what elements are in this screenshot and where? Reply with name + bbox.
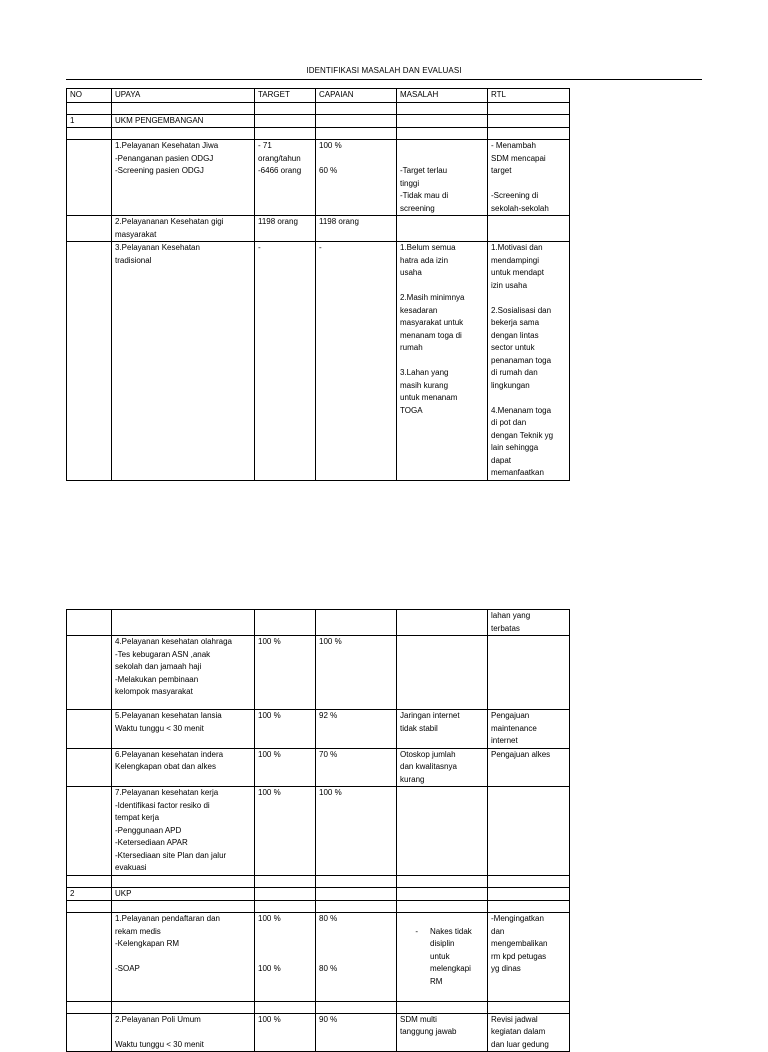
masalah-cell bbox=[397, 216, 488, 242]
upaya-cell: 2.Pelayananan Kesehatan gigi masyarakat bbox=[112, 216, 255, 242]
header-masalah: MASALAH bbox=[397, 89, 488, 103]
upaya-cell: 3.Pelayanan Kesehatan tradisional bbox=[112, 242, 255, 481]
evaluation-table-part-1 bbox=[66, 88, 570, 481]
bullet-dash: - bbox=[415, 926, 418, 936]
capaian-cell: 100 % 60 % bbox=[316, 140, 397, 216]
blank-row bbox=[67, 901, 570, 913]
upaya-cell: 4.Pelayanan kesehatan olahraga -Tes kebugaran ASN ,anak sekolah dan jamaah haji -Melakukan pembinaan kelompok masyarakat bbox=[112, 636, 255, 710]
section-label: UKP bbox=[112, 887, 255, 901]
upaya-cell: 1.Pelayanan pendaftaran dan rekam medis -Kelengkapan RM -SOAP bbox=[112, 913, 255, 1002]
masalah-cell: Otoskop jumlah dan kwalitasnya kurang bbox=[397, 748, 488, 787]
header-rtl: RTL bbox=[488, 89, 570, 103]
rtl-cell: - Menambah SDM mencapai target -Screening di sekolah-sekolah bbox=[488, 140, 570, 216]
table-row bbox=[67, 140, 570, 216]
masalah-cell bbox=[397, 913, 488, 1002]
masalah-cell: SDM multi tanggung jawab bbox=[397, 1013, 488, 1052]
capaian-cell: 100 % bbox=[316, 787, 397, 876]
upaya-cell: 5.Pelayanan kesehatan lansia Waktu tunggu < 30 menit bbox=[112, 710, 255, 749]
section-label: UKM PENGEMBANGAN bbox=[112, 114, 255, 128]
table-row bbox=[67, 242, 570, 481]
header-target: TARGET bbox=[255, 89, 316, 103]
upaya-cell: 6.Pelayanan kesehatan indera Kelengkapan obat dan alkes bbox=[112, 748, 255, 787]
capaian-cell: 90 % bbox=[316, 1013, 397, 1052]
target-cell: 100 % bbox=[255, 636, 316, 710]
evaluation-table-part-2 bbox=[66, 609, 570, 1052]
capaian-cell: 1198 orang bbox=[316, 216, 397, 242]
section-row bbox=[67, 114, 570, 128]
table-row bbox=[67, 748, 570, 787]
masalah-cell: Jaringan internet tidak stabil bbox=[397, 710, 488, 749]
capaian-cell: 100 % bbox=[316, 636, 397, 710]
target-cell: 100 % bbox=[255, 748, 316, 787]
upaya-cell: 1.Pelayanan Kesehatan Jiwa -Penanganan pasien ODGJ -Screening pasien ODGJ bbox=[112, 140, 255, 216]
table-row bbox=[67, 913, 570, 1002]
capaian-cell: 80 % 80 % bbox=[316, 913, 397, 1002]
continuation-row bbox=[67, 610, 570, 636]
title-divider bbox=[66, 79, 702, 80]
section-number: 2 bbox=[67, 887, 112, 901]
rtl-cell: Pengajuan alkes bbox=[488, 748, 570, 787]
capaian-cell: - bbox=[316, 242, 397, 481]
rtl-cell: Revisi jadwal kegiatan dalam dan luar gedung bbox=[488, 1013, 570, 1052]
blank-row bbox=[67, 1001, 570, 1013]
table-row bbox=[67, 636, 570, 710]
section-row bbox=[67, 887, 570, 901]
blank-row bbox=[67, 875, 570, 887]
capaian-cell: 92 % bbox=[316, 710, 397, 749]
blank-row bbox=[67, 102, 570, 114]
table-row bbox=[67, 710, 570, 749]
upaya-cell: 2.Pelayanan Poli Umum Waktu tunggu < 30 menit bbox=[112, 1013, 255, 1052]
target-cell: - 71 orang/tahun -6466 orang bbox=[255, 140, 316, 216]
target-cell: 100 % bbox=[255, 710, 316, 749]
capaian-cell: 70 % bbox=[316, 748, 397, 787]
target-cell: - bbox=[255, 242, 316, 481]
masalah-cell bbox=[397, 787, 488, 876]
table-row bbox=[67, 1013, 570, 1052]
upaya-cell: 7.Pelayanan kesehatan kerja -Identifikasi factor resiko di tempat kerja -Penggunaan APD -Ketersediaan APAR -Ktersediaan site Plan dan jalur evakuasi bbox=[112, 787, 255, 876]
masalah-bullet-item bbox=[400, 926, 484, 989]
target-cell: 1198 orang bbox=[255, 216, 316, 242]
page-title: IDENTIFIKASI MASALAH DAN EVALUASI bbox=[306, 66, 462, 75]
rtl-cell: -Mengingatkan dan mengembalikan rm kpd petugas yg dinas bbox=[488, 913, 570, 1002]
masalah-cell bbox=[397, 636, 488, 710]
target-cell: 100 % 100 % bbox=[255, 913, 316, 1002]
masalah-cell: 1.Belum semua hatra ada izin usaha 2.Masih minimnya kesadaran masyarakat untuk menanam toga di rumah 3.Lahan yang masih kurang untuk menanam TOGA bbox=[397, 242, 488, 481]
rtl-cell bbox=[488, 216, 570, 242]
table-row bbox=[67, 787, 570, 876]
header-upaya: UPAYA bbox=[112, 89, 255, 103]
rtl-cell bbox=[488, 636, 570, 710]
rtl-cell bbox=[488, 787, 570, 876]
rtl-cell: 1.Motivasi dan mendampingi untuk mendapt izin usaha 2.Sosialisasi dan bekerja sama dengan lintas sector untuk penanaman toga di rumah dan lingkungan 4.Menanam toga di pot dan dengan Teknik yg lain sehingga dapat memanfaatkan bbox=[488, 242, 570, 481]
header-no: NO bbox=[67, 89, 112, 103]
rtl-cell: lahan yang terbatas bbox=[488, 610, 570, 636]
target-cell: 100 % bbox=[255, 1013, 316, 1052]
table-header-row bbox=[67, 89, 570, 103]
masalah-cell: -Target terlau tinggi -Tidak mau di screening bbox=[397, 140, 488, 216]
masalah-text: Nakes tidak disiplin untuk melengkapi RM bbox=[430, 926, 472, 986]
header-capaian: CAPAIAN bbox=[316, 89, 397, 103]
rtl-cell: Pengajuan maintenance internet bbox=[488, 710, 570, 749]
target-cell: 100 % bbox=[255, 787, 316, 876]
blank-row bbox=[67, 128, 570, 140]
table-row bbox=[67, 216, 570, 242]
section-number: 1 bbox=[67, 114, 112, 128]
